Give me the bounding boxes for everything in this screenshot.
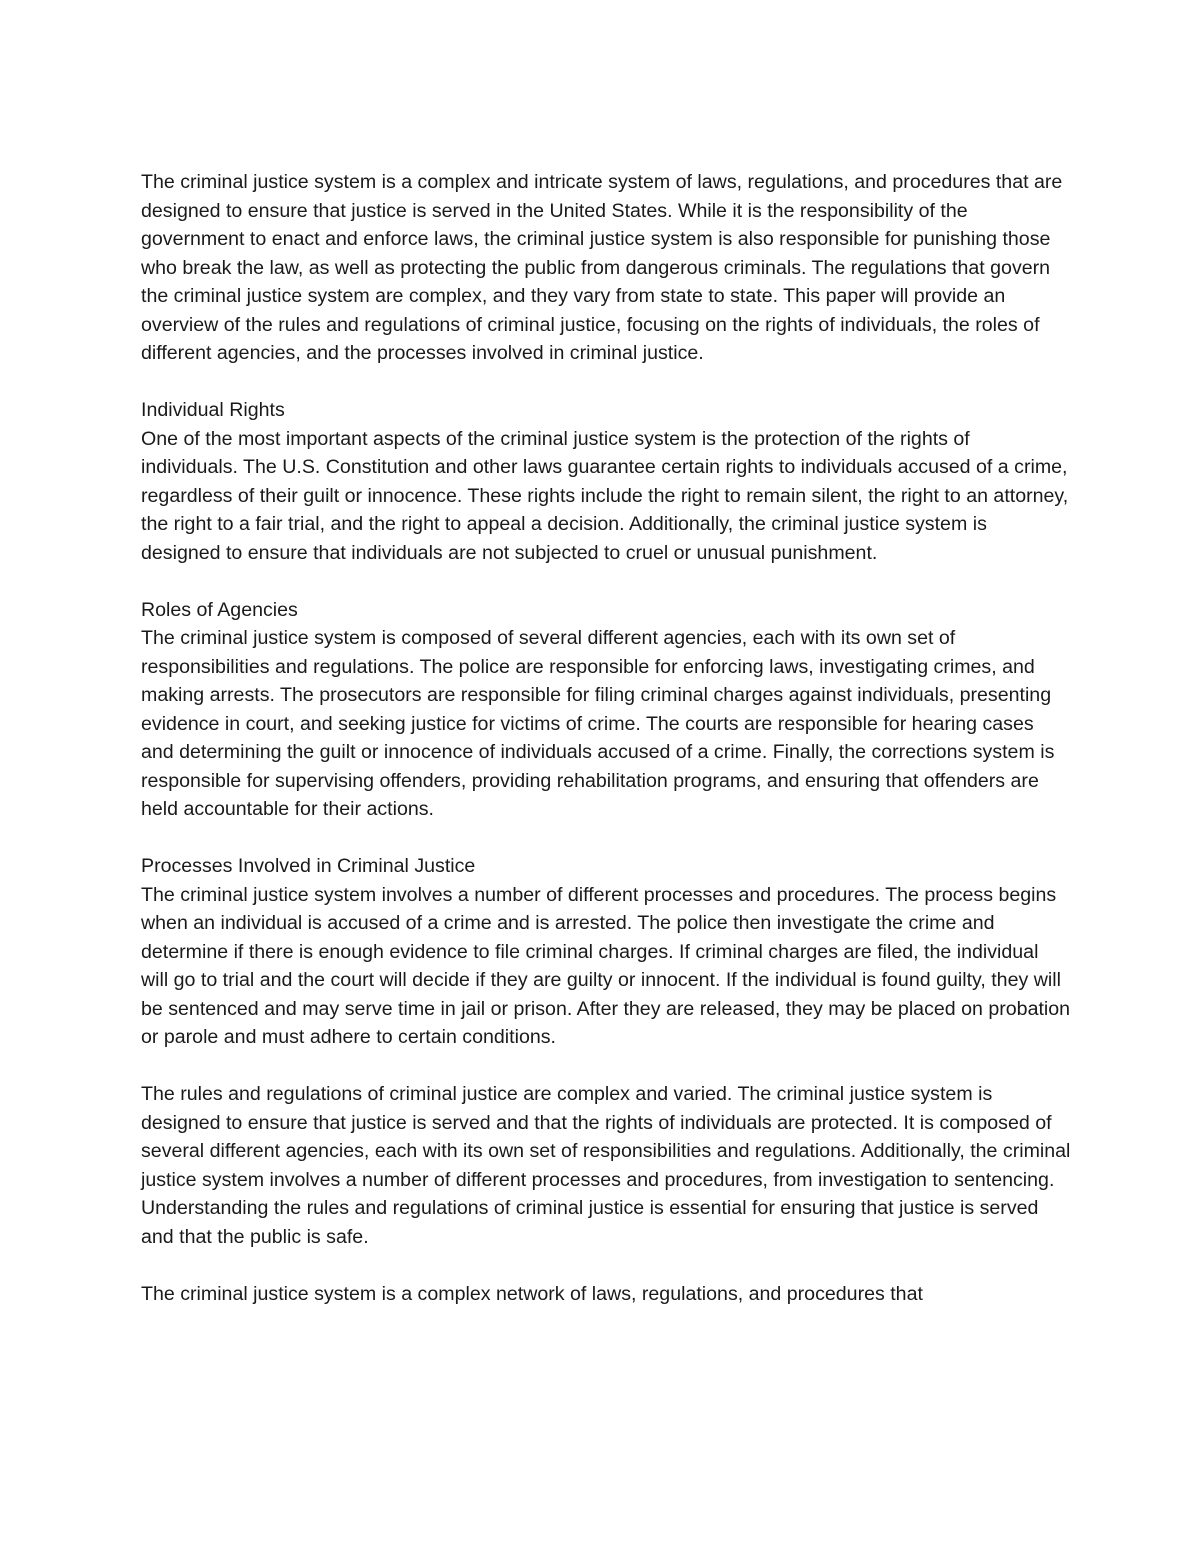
section-roles-of-agencies bbox=[141, 596, 1071, 824]
section-heading: Roles of Agencies bbox=[141, 598, 298, 621]
section-heading: Processes Involved in Criminal Justice bbox=[141, 855, 476, 877]
section-paragraph: The criminal justice system is composed of several different agencies, each with its own set of responsibilities and regulations. The police are responsible for enforcing laws, investigating crimes, and making arrests. The prosecutors are responsible for filing criminal charges against individuals, presenting evidence in court, and seeking justice for victims of crime. The courts are responsible for hearing cases and determining the guilt or innocence of individuals accused of a crime. Finally, the corrections system is responsible for supervising offenders, providing rehabilitation programs, and ensuring that offenders are held accountable for their actions. bbox=[141, 627, 1055, 820]
conclusion-section bbox=[141, 1080, 1071, 1251]
section-heading: Individual Rights bbox=[141, 399, 285, 421]
document-body bbox=[141, 168, 1071, 1337]
section-paragraph: One of the most important aspects of the criminal justice system is the protection of the rights of individuals. The U.S. Constitution and other laws guarantee certain rights to individuals accused of a crime, regardless of their guilt or innocence. These rights include the right to remain silent, the right to an attorney, the right to a fair trial, and the right to appeal a decision. Additionally, the criminal justice system is designed to ensure that individuals are not subjected to cruel or unusual punishment. bbox=[141, 427, 1069, 564]
section-paragraph: The criminal justice system involves a number of different processes and procedures. The process begins when an individual is accused of a crime and is arrested. The police then investigate the crime and determine if there is enough evidence to file criminal charges. If criminal charges are filed, the individual will go to trial and the court will decide if they are guilty or innocent. If the individual is found guilty, they will be sentenced and may serve time in jail or prison. After they are released, they may be placed on probation or parole and must adhere to certain conditions. bbox=[141, 883, 1071, 1048]
trailing-paragraph: The criminal justice system is a complex network of laws, regulations, and procedures that bbox=[141, 1282, 923, 1305]
section-individual-rights bbox=[141, 396, 1071, 567]
intro-paragraph: The criminal justice system is a complex and intricate system of laws, regulations, and procedures that are designed to ensure that justice is served in the United States. While it is the responsibility of the government to enact and enforce laws, the criminal justice system is also responsible for punishing those who break the law, as well as protecting the public from dangerous criminals. The regulations that govern the criminal justice system are complex, and they vary from state to state. This paper will provide an overview of the rules and regulations of criminal justice, focusing on the rights of individuals, the roles of different agencies, and the processes involved in criminal justice. bbox=[141, 171, 1063, 364]
intro-section bbox=[141, 168, 1071, 368]
section-processes bbox=[141, 852, 1071, 1052]
trailing-section bbox=[141, 1280, 1071, 1309]
conclusion-paragraph: The rules and regulations of criminal justice are complex and varied. The criminal justice system is designed to ensure that justice is served and that the rights of individuals are protected. It is composed of several different agencies, each with its own set of responsibilities and regulations. Additionally, the criminal justice system involves a number of different processes and procedures, from investigation to sentencing. Understanding the rules and regulations of criminal justice is essential for ensuring that justice is served and that the public is safe. bbox=[141, 1083, 1071, 1248]
